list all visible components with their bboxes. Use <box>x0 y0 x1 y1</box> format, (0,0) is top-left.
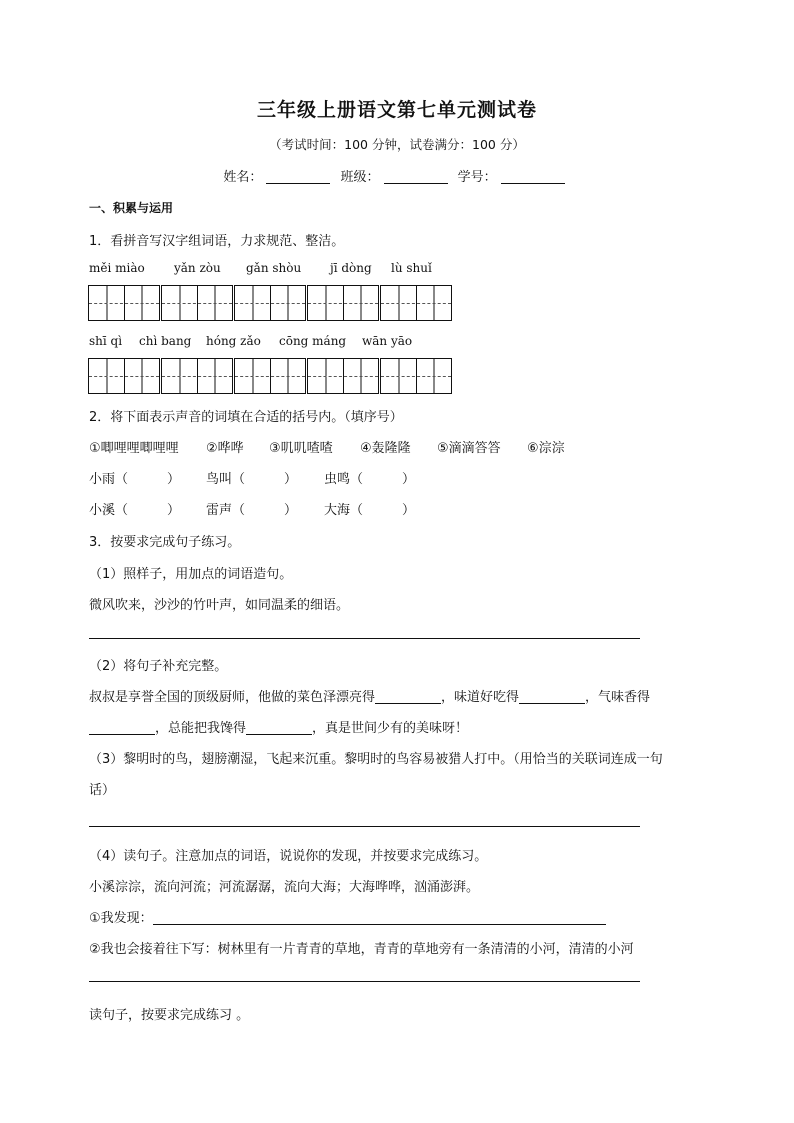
writing-box[interactable] <box>307 358 379 394</box>
sentence-segment: ，气味香得 <box>585 690 651 705</box>
pinyin-label: jī dòng <box>330 261 372 275</box>
name-label: 姓名： <box>223 170 263 185</box>
question-3-4-continue: ②我也会接着往下写：树林里有一片青青的草地，青青的草地旁有一条清清的小河，清清的小河 <box>89 942 634 957</box>
pinyin-row-1 <box>0 261 794 277</box>
question-3-prompt: 3．按要求完成句子练习。 <box>89 535 241 550</box>
sentence-segment: 叔叔是享誉全国的顶级厨师，他做的菜色泽漂亮得 <box>89 690 376 705</box>
pinyin-label: yǎn zòu <box>174 261 221 275</box>
pinyin-label: cōng máng <box>279 334 347 348</box>
question-3-4-sentence: 小溪淙淙，流向河流；河流潺潺，流向大海；大海哗哗，汹涌澎湃。 <box>89 880 480 895</box>
answer-blank[interactable] <box>246 720 312 735</box>
pinyin-label: chì bang <box>139 334 192 348</box>
writing-box[interactable] <box>88 285 160 321</box>
writing-grid-row-1 <box>88 285 452 321</box>
find-label: ①我发现： <box>89 911 153 926</box>
sound-option: ②哗哗 <box>206 441 244 456</box>
question-3-1-title: （1）照样子，用加点的词语造句。 <box>89 567 293 582</box>
question-3-4-find <box>89 907 606 926</box>
page-title: 三年级上册语文第七单元测试卷 <box>256 99 537 121</box>
writing-box[interactable] <box>307 285 379 321</box>
fill-blank-item[interactable]: 鸟叫（ ） <box>206 472 298 487</box>
fill-row-2 <box>0 499 794 517</box>
sound-option: ④轰隆隆 <box>360 441 411 456</box>
pinyin-label: měi miào <box>89 261 145 275</box>
id-blank[interactable] <box>501 169 565 184</box>
answer-blank[interactable] <box>89 720 155 735</box>
pinyin-label: wān yāo <box>362 334 413 348</box>
writing-box[interactable] <box>88 358 160 394</box>
fill-blank-item[interactable]: 虫鸣（ ） <box>324 472 416 487</box>
pinyin-row-2 <box>0 334 794 350</box>
fill-blank-item[interactable]: 小溪（ ） <box>89 503 181 518</box>
exam-info: （考试时间：100 分钟，试卷满分：100 分） <box>269 137 525 152</box>
section-heading: 一、积累与运用 <box>89 201 174 215</box>
answer-blank[interactable] <box>519 689 585 704</box>
question-2-prompt: 2．将下面表示声音的词填在合适的括号内。（填序号） <box>89 410 403 425</box>
pinyin-label: gǎn shòu <box>246 261 302 275</box>
writing-box[interactable] <box>234 285 306 321</box>
answer-blank[interactable] <box>375 689 441 704</box>
writing-grid-row-2 <box>88 358 452 394</box>
answer-line[interactable] <box>89 826 640 827</box>
sound-option: ③叽叽喳喳 <box>269 441 333 456</box>
name-blank[interactable] <box>266 169 330 184</box>
student-info <box>0 166 794 185</box>
writing-box[interactable] <box>380 358 452 394</box>
sentence-segment: ，味道好吃得 <box>441 690 520 705</box>
question-3-3-line1: （3）黎明时的鸟，翅膀潮湿，飞起来沉重。黎明时的鸟容易被猎人打中。（用恰当的关联词连成一句 <box>89 752 663 767</box>
sound-option: ①唧哩哩唧哩哩 <box>89 441 179 456</box>
sentence-segment: ，总能把我馋得 <box>155 721 247 736</box>
question-1-prompt: 1．看拼音写汉字组词语，力求规范、整洁。 <box>89 234 345 249</box>
pinyin-label: lù shuǐ <box>391 261 432 275</box>
question-3-2-line1 <box>89 686 650 705</box>
fill-blank-item[interactable]: 雷声（ ） <box>206 503 298 518</box>
writing-box[interactable] <box>161 285 233 321</box>
sound-options <box>0 437 794 455</box>
answer-blank[interactable] <box>153 910 606 925</box>
writing-box[interactable] <box>161 358 233 394</box>
sentence-segment: ，真是世间少有的美味呀！ <box>312 721 469 736</box>
id-label: 学号： <box>457 170 497 185</box>
question-3-3-line2: 话） <box>89 783 116 798</box>
question-3-2-title: （2）将句子补充完整。 <box>89 659 228 674</box>
fill-blank-item[interactable]: 小雨（ ） <box>89 472 181 487</box>
sound-option: ⑥淙淙 <box>527 441 565 456</box>
question-3-1-example: 微风吹来，沙沙的竹叶声，如同温柔的细语。 <box>89 598 350 613</box>
class-label: 班级： <box>340 170 380 185</box>
fill-blank-item[interactable]: 大海（ ） <box>324 503 416 518</box>
question-3-2-line2 <box>89 717 468 736</box>
pinyin-label: hóng zǎo <box>206 334 261 348</box>
answer-line[interactable] <box>89 638 640 639</box>
question-3-4-title: （4）读句子。注意加点的词语，说说你的发现，并按要求完成练习。 <box>89 849 488 864</box>
pinyin-label: shī qì <box>89 334 123 348</box>
footer-text: 读句子，按要求完成练习 。 <box>89 1008 250 1023</box>
sound-option: ⑤滴滴答答 <box>437 441 501 456</box>
writing-box[interactable] <box>234 358 306 394</box>
class-blank[interactable] <box>384 169 448 184</box>
writing-box[interactable] <box>380 285 452 321</box>
answer-line[interactable] <box>89 981 640 982</box>
fill-row-1 <box>0 468 794 486</box>
